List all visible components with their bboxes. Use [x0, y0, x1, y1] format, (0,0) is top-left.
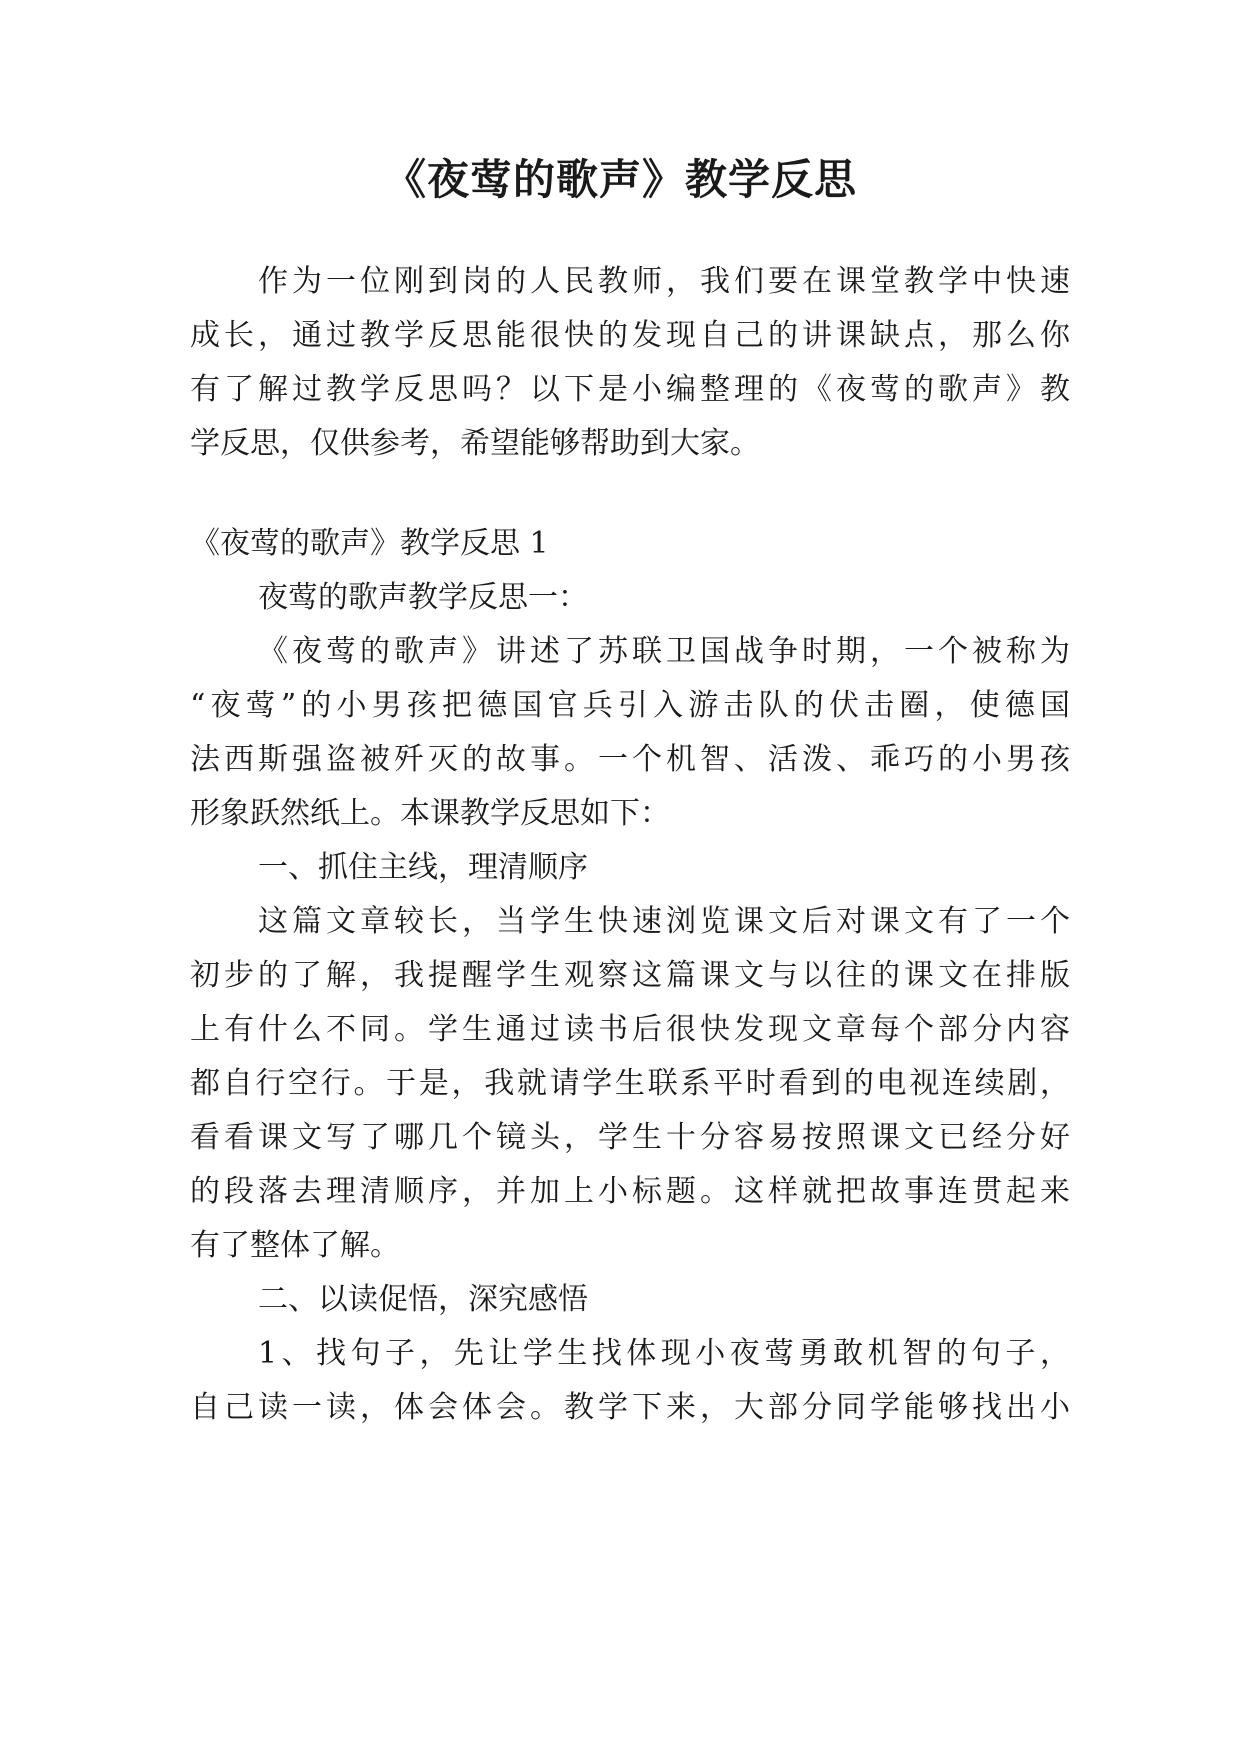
intro-line: 有了解过教学反思吗？以下是小编整理的《夜莺的歌声》教	[190, 372, 1070, 407]
paragraph-line: 自己读一读，体会体会。教学下来，大部分同学能够找出小	[190, 1390, 1070, 1425]
point-heading: 一、抓住主线，理清顺序	[258, 850, 588, 885]
paragraph-line: 上有什么不同。学生通过读书后很快发现文章每个部分内容	[190, 1012, 1070, 1047]
intro-line: 成长，通过教学反思能很快的发现自己的讲课缺点，那么你	[190, 318, 1070, 353]
point-heading: 二、以读促悟，深究感悟	[258, 1282, 588, 1317]
paragraph-line: 法西斯强盗被歼灭的故事。一个机智、活泼、乖巧的小男孩	[190, 742, 1070, 777]
section-heading: 《夜莺的歌声》教学反思 1	[190, 526, 549, 561]
paragraph-line: 看看课文写了哪几个镜头，学生十分容易按照课文已经分好	[190, 1120, 1070, 1155]
intro-line: 作为一位刚到岗的人民教师，我们要在课堂教学中快速	[258, 264, 1070, 299]
document-title: 《夜莺的歌声》教学反思	[383, 155, 857, 204]
paragraph-line: 初步的了解，我提醒学生观察这篇课文与以往的课文在排版	[190, 958, 1070, 993]
paragraph-line: 1、找句子，先让学生找体现小夜莺勇敢机智的句子，	[258, 1336, 1070, 1371]
paragraph-line: 这篇文章较长，当学生快速浏览课文后对课文有了一个	[258, 904, 1070, 939]
intro-line: 学反思，仅供参考，希望能够帮助到大家。	[190, 426, 760, 461]
section-subheading: 夜莺的歌声教学反思一：	[258, 580, 588, 615]
paragraph-line: 《夜莺的歌声》讲述了苏联卫国战争时期，一个被称为	[258, 634, 1070, 669]
paragraph-line: 形象跃然纸上。本课教学反思如下：	[190, 796, 670, 831]
paragraph-line: 有了整体了解。	[190, 1228, 400, 1263]
paragraph-line: 的段落去理清顺序，并加上小标题。这样就把故事连贯起来	[190, 1174, 1070, 1209]
paragraph-line: 都自行空行。于是，我就请学生联系平时看到的电视连续剧，	[190, 1066, 1070, 1101]
paragraph-line: “夜莺”的小男孩把德国官兵引入游击队的伏击圈，使德国	[190, 688, 1070, 723]
